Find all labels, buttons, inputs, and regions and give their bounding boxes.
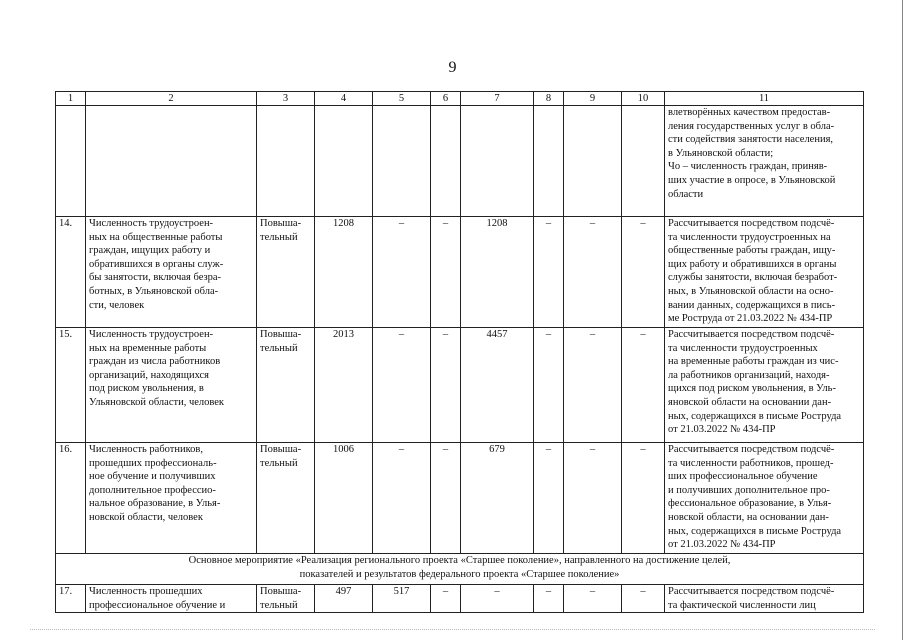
value-col8: – xyxy=(534,585,564,613)
table-row xyxy=(56,443,864,554)
value-col6: – xyxy=(431,443,461,554)
value-col9: – xyxy=(564,585,622,613)
section-heading-row xyxy=(56,554,864,585)
col-header-7: 7 xyxy=(461,92,534,106)
value-col5: – xyxy=(373,217,431,328)
col-header-4: 4 xyxy=(315,92,373,106)
value-col10: – xyxy=(622,443,665,554)
value-col6: – xyxy=(431,217,461,328)
value-col9: – xyxy=(564,443,622,554)
indicator-name: Численность прошедших профессиональное обучение и xyxy=(86,585,257,613)
col-header-6: 6 xyxy=(431,92,461,106)
calculation-note: Рассчитывается посредством подсчё- та фактической численности лиц xyxy=(665,585,864,613)
value-col10: – xyxy=(622,585,665,613)
value-col5: – xyxy=(373,328,431,443)
value-col7: 679 xyxy=(461,443,534,554)
table-row xyxy=(56,585,864,613)
indicator-type: Повыша- тельный xyxy=(257,217,315,328)
col-header-11: 11 xyxy=(665,92,864,106)
value-col5: – xyxy=(373,443,431,554)
indicator-type: Повыша- тельный xyxy=(257,585,315,613)
row-number: 15. xyxy=(56,328,86,443)
calculation-note: влетворённых качеством предостав- ления государственных услуг в обла- сти содействия занятости населения, в Ульяновской области; Чо – численность граждан, приняв- ших участие в опросе, в Ульяновской области xyxy=(665,106,864,217)
indicator-name: Численность трудоустроен- ных на временные работы граждан из числа работников организаций, находящихся под риском увольнения, в Ульяновской области, человек xyxy=(86,328,257,443)
table-row-continued xyxy=(56,106,864,217)
value-col8: – xyxy=(534,328,564,443)
row-number: 17. xyxy=(56,585,86,613)
col-header-10: 10 xyxy=(622,92,665,106)
value-col6: – xyxy=(431,585,461,613)
col-header-8: 8 xyxy=(534,92,564,106)
value-col9: – xyxy=(564,217,622,328)
value-col10: – xyxy=(622,328,665,443)
value-col4: 2013 xyxy=(315,328,373,443)
table-row xyxy=(56,328,864,443)
indicator-name: Численность трудоустроен- ных на общественные работы граждан, ищущих работу и обратившихся в органы служ- бы занятости, включая безра- ботных, в Ульяновской обла- сти, человек xyxy=(86,217,257,328)
col-header-5: 5 xyxy=(373,92,431,106)
col-header-1: 1 xyxy=(56,92,86,106)
value-col7: – xyxy=(461,585,534,613)
indicator-type: Повыша- тельный xyxy=(257,443,315,554)
col-header-3: 3 xyxy=(257,92,315,106)
row-number: 14. xyxy=(56,217,86,328)
col-header-2: 2 xyxy=(86,92,257,106)
value-col4: 497 xyxy=(315,585,373,613)
calculation-note: Рассчитывается посредством подсчё- та численности трудоустроенных на общественные работы граждан, ищу- щих работу и обратившихся в органы службы занятости, включая безработ- ных, в Ульяновской области на осно- вании данных, содержащихся в пись- ме Роструда от 21.03.2022 № 434-ПР xyxy=(665,217,864,328)
value-col7: 1208 xyxy=(461,217,534,328)
value-col10: – xyxy=(622,217,665,328)
section-heading: Основное мероприятие «Реализация регионального проекта «Старшее поколение», направленного на достижение целей, показателей и результатов федерального проекта «Старшее поколение» xyxy=(56,554,864,585)
scan-noise-line xyxy=(30,629,875,630)
value-col4: 1208 xyxy=(315,217,373,328)
col-header-9: 9 xyxy=(564,92,622,106)
value-col4: 1006 xyxy=(315,443,373,554)
value-col8: – xyxy=(534,217,564,328)
value-col5: 517 xyxy=(373,585,431,613)
column-number-row xyxy=(56,92,864,106)
indicator-name: Численность работников, прошедших профессиональ- ное обучение и получивших дополнительное профессио- нальное образование, в Улья- новской области, человек xyxy=(86,443,257,554)
scan-page-edge xyxy=(902,0,903,640)
value-col9: – xyxy=(564,328,622,443)
calculation-note: Рассчитывается посредством подсчё- та численности трудоустроенных на временные работы граждан из чис- ла работников организаций, находя- щихся под риском увольнения, в Уль- яновской области на основании дан- ных, содержащихся в письме Роструда от 21.03.2022 № 434-ПР xyxy=(665,328,864,443)
indicator-type: Повыша- тельный xyxy=(257,328,315,443)
page-number: 9 xyxy=(448,59,457,76)
row-number: 16. xyxy=(56,443,86,554)
table-row xyxy=(56,217,864,328)
value-col7: 4457 xyxy=(461,328,534,443)
calculation-note: Рассчитывается посредством подсчё- та численности работников, прошед- ших профессиональное обучение и получивших дополнительное про- фессиональное образование, в Улья- новской области, на основании дан- ных, содержащихся в письме Роструда от 21.03.2022 № 434-ПР xyxy=(665,443,864,554)
value-col6: – xyxy=(431,328,461,443)
indicators-table xyxy=(55,91,864,613)
value-col8: – xyxy=(534,443,564,554)
